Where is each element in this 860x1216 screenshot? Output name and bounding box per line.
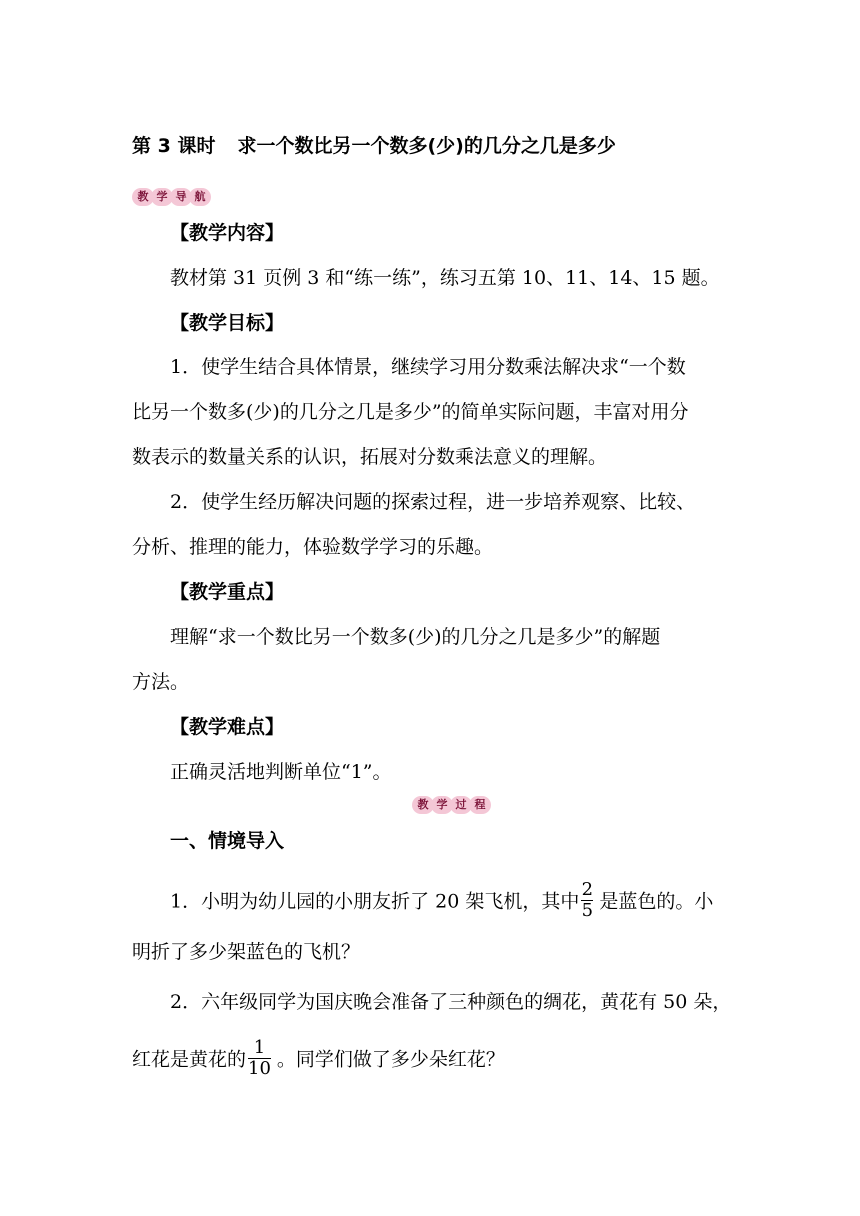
goal-2-line-2: 分析、推理的能力，体验数学学习的乐趣。 xyxy=(132,536,494,558)
teaching-process-badge xyxy=(412,796,488,814)
badge-char: 教 xyxy=(132,188,154,206)
badge-char: 学 xyxy=(151,188,173,206)
badge-char: 过 xyxy=(450,796,472,814)
difficulty-text: 正确灵活地判断单位“1”。 xyxy=(170,761,392,783)
content-text: 教材第 31 页例 3 和“练一练”，练习五第 10、11、14、15 题。 xyxy=(170,267,720,289)
question-1-text-a: 1．小明为幼儿园的小朋友折了 20 架飞机，其中 xyxy=(170,890,580,913)
question-2-text-b: 。同学们做了多少朵红花？ xyxy=(276,1048,505,1071)
badge-char: 导 xyxy=(170,188,192,206)
page-title xyxy=(132,132,616,160)
teaching-guide-badge xyxy=(132,188,208,206)
content-heading: 【教学内容】 xyxy=(170,222,285,244)
badge-char: 程 xyxy=(469,796,491,814)
fraction-denominator: 5 xyxy=(581,900,594,921)
goals-heading: 【教学目标】 xyxy=(170,312,285,334)
fraction-numerator: 1 xyxy=(253,1037,266,1058)
intro-heading: 一、情境导入 xyxy=(170,830,285,852)
question-1-line-2: 明折了多少架蓝色的飞机？ xyxy=(132,941,361,963)
badge-char: 教 xyxy=(412,796,434,814)
fraction-numerator: 2 xyxy=(581,879,594,900)
question-1-line-1 xyxy=(170,879,714,923)
key-line-1: 理解“求一个数比另一个数多(少)的几分之几是多少”的解题 xyxy=(170,626,661,648)
goal-1-line-1: 1．使学生结合具体情景，继续学习用分数乘法解决求“一个数 xyxy=(170,356,686,378)
question-2-line-1: 2．六年级同学为国庆晚会准备了三种颜色的绸花，黄花有 50 朵， xyxy=(170,991,732,1013)
goal-2-line-1: 2．使学生经历解决问题的探索过程，进一步培养观察、比较、 xyxy=(170,491,696,513)
key-line-2: 方法。 xyxy=(132,671,190,693)
badge-char: 航 xyxy=(189,188,211,206)
fraction-one-tenth xyxy=(248,1038,271,1079)
question-2-line-2 xyxy=(132,1037,505,1081)
lesson-number: 第 3 课时 xyxy=(132,135,216,157)
fraction-denominator: 10 xyxy=(248,1058,271,1079)
badge-char: 学 xyxy=(431,796,453,814)
question-1-text-b: 是蓝色的。小 xyxy=(599,890,714,913)
lesson-topic: 求一个数比另一个数多(少)的几分之几是多少 xyxy=(237,135,616,157)
goal-1-line-3: 数表示的数量关系的认识，拓展对分数乘法意义的理解。 xyxy=(132,446,608,468)
fraction-two-fifths xyxy=(581,880,593,921)
question-2-text-a: 红花是黄花的 xyxy=(132,1048,247,1071)
goal-1-line-2: 比另一个数多(少)的几分之几是多少”的简单实际问题，丰富对用分 xyxy=(132,401,689,423)
difficulty-heading: 【教学难点】 xyxy=(170,716,285,738)
key-heading: 【教学重点】 xyxy=(170,581,285,603)
